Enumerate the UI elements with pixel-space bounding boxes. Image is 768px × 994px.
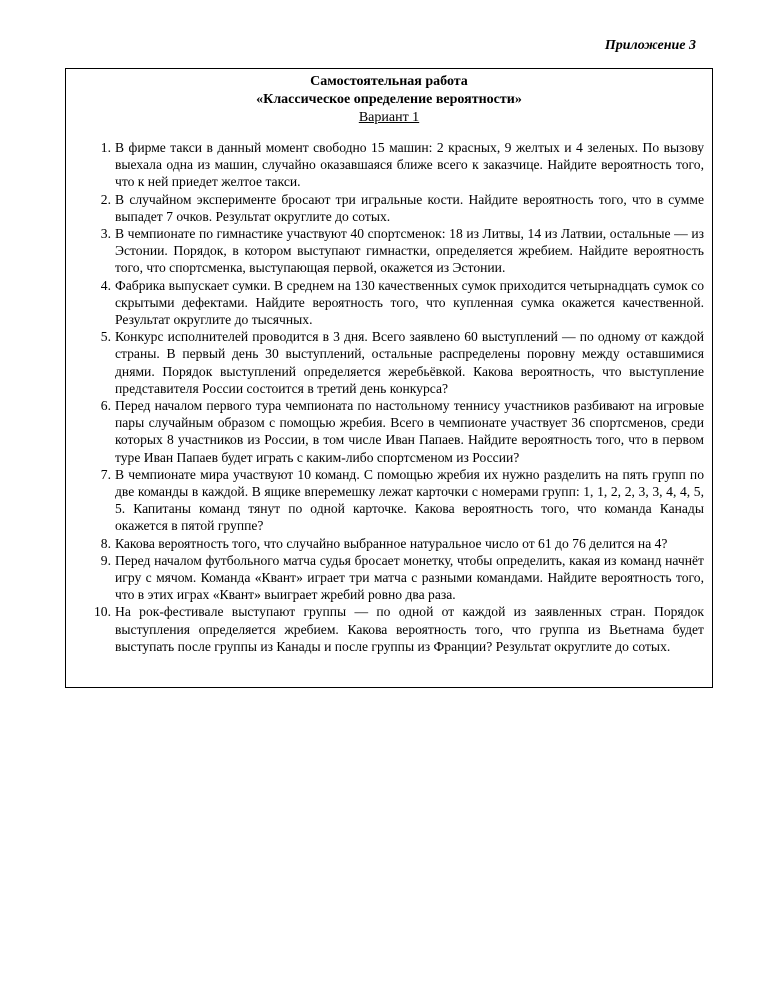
task-number: 1. [100,140,111,155]
task-item [100,225,704,277]
task-text: На рок-фестивале выступают группы — по одной от каждой из заявленных стран. Порядок выступления определяется жребием. Какова вероятность того, что группа из Вьетнама будет выступать после группы из Канады и после группы из Франции? Результат округлите до сотых. [115,604,704,654]
task-text: Фабрика выпускает сумки. В среднем на 130 качественных сумок приходится четырнадцать сумок со скрытыми дефектами. Найдите вероятность того, что купленная сумка окажется качественной. Результат округлите до тысячных. [115,277,704,328]
worksheet-title: Самостоятельная работа [310,74,468,89]
task-item [100,191,704,225]
task-item [94,603,704,655]
task-number: 9. [100,552,111,568]
worksheet-header [66,69,712,127]
task-number: 4. [100,277,111,293]
task-text: Конкурс исполнителей проводится в 3 дня. Всего заявлено 60 выступлений — по одному от каждой страны. В первый день 30 выступлений, остальные распределены поровну между оставшимися днями. Порядок выступлений определяется жеребьёвкой. Какова вероятность, что выступление представителя России состоится в третий день конкурса? [115,329,704,396]
task-list [66,139,712,655]
task-number: 8. [100,535,111,551]
task-text: Перед началом первого тура чемпионата по настольному теннису участников разбивают на игровые пары случайным образом с помощью жребия. Всего в чемпионате участвует 36 спортсменов, среди которых 8 участников из России, в том числе Иван Папаев. Найдите вероятность того, что в первом туре Иван Папаев будет играть с каким-либо спортсменом из России? [115,398,704,465]
task-item [100,139,704,191]
task-number: 3. [100,226,111,242]
variant-label: Вариант 1 [358,110,420,125]
task-number: 10. [94,604,111,620]
worksheet-frame [65,68,713,688]
task-number: 2. [100,191,111,207]
task-text: В чемпионате мира участвуют 10 команд. С помощью жребия их нужно разделить на пять групп по две команды в каждой. В ящике вперемешку лежат карточки с номерами групп: 1, 1, 2, 2, 3, 3, 4, 4, 5, 5. Капитаны команд тянут по одной карточке. Какова вероятность того, что команда Канады окажется в пятой группе? [115,466,704,534]
task-item [100,466,704,535]
task-text: В чемпионате по гимнастике участвуют 40 спортсменок: 18 из Литвы, 14 из Латвии, остальные — из Эстонии. Порядок, в котором выступают гимнастки, определяется жребием. Найдите вероятность того, что спортсменка, выступающая первой, окажется из Эстонии. [115,226,704,276]
task-number: 6. [100,398,111,414]
task-text: Какова вероятность того, что случайно выбранное натуральное число от 61 до 76 делится на 4? [115,535,668,551]
task-text: В фирме такси в данный момент свободно 15 машин: 2 красных, 9 желтых и 4 зеленых. По вызову выехала одна из машин, случайно оказавшаяся ближе всего к заказчице. Найдите вероятность того, что к ней приедет желтое такси. [115,140,704,190]
task-text: В случайном эксперименте бросают три игральные кости. Найдите вероятность того, что в сумме выпадет 7 очков. Результат округлите до сотых. [115,191,704,224]
worksheet-topic: «Классическое определение вероятности» [256,92,522,107]
task-item [100,552,704,604]
task-item [100,328,704,397]
task-item [100,277,704,329]
task-item [100,535,704,552]
task-text: Перед началом футбольного матча судья бросает монетку, чтобы определить, какая из команд начнёт игру с мячом. Команда «Квант» играет три матча с разными командами. Найдите вероятность того, что в этих играх «Квант» выиграет жребий ровно два раза. [115,552,704,603]
task-number: 7. [100,466,111,482]
task-item [100,397,704,466]
task-number: 5. [100,329,111,345]
appendix-label: Приложение 3 [604,38,696,53]
